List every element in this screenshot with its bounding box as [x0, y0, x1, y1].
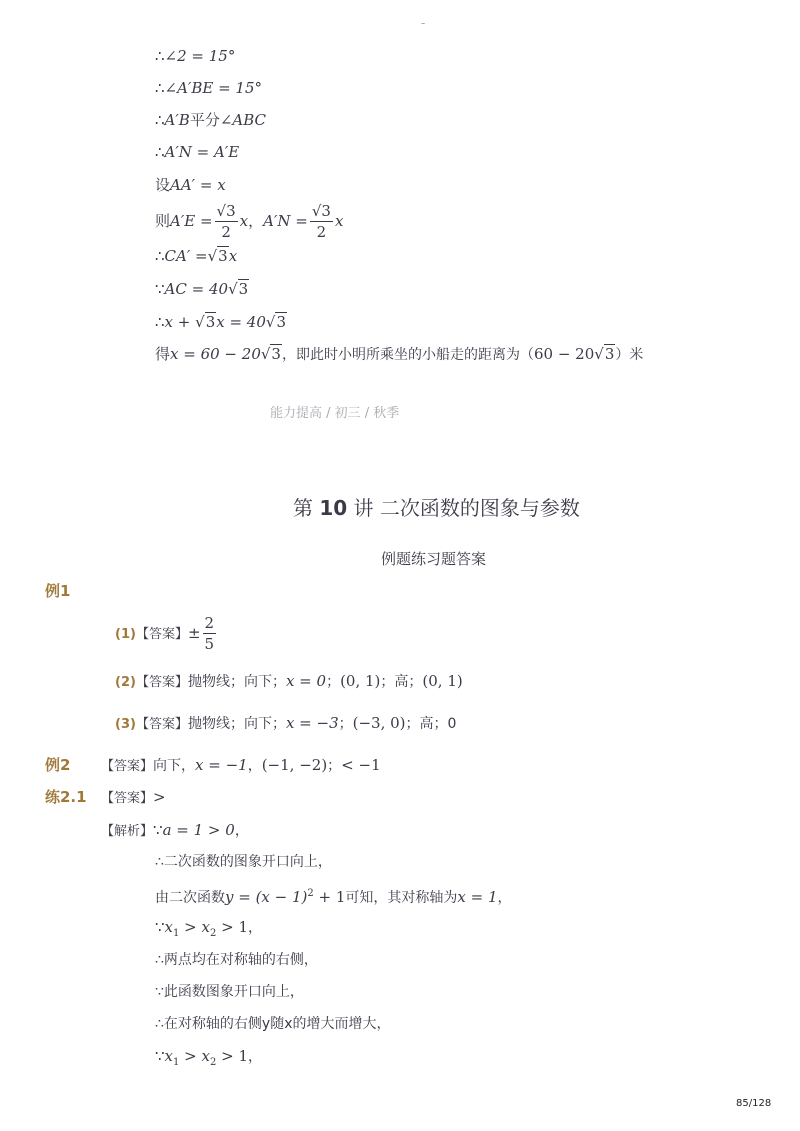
therefore-symbol: ∴ — [155, 247, 165, 265]
therefore-symbol: ∴ — [155, 952, 164, 968]
chapter-number: 10 — [319, 496, 348, 520]
math-expr: (0, 1) — [422, 672, 463, 690]
text: ， — [247, 758, 262, 774]
analysis-step-4 — [155, 950, 318, 970]
math-expr: > 1 — [216, 1047, 248, 1065]
answer-tag: 【答案】 — [135, 675, 188, 690]
math-expr: ∠A′BE = 15° — [164, 79, 263, 97]
example-1-label: 例1 — [45, 582, 71, 600]
text: 则 — [155, 212, 171, 230]
fraction-denominator: 2 — [221, 223, 231, 241]
math-expr: y = (x − 1) — [225, 888, 308, 906]
subscript: 1 — [173, 928, 180, 939]
math-expr: (0, 1) — [340, 672, 381, 690]
subscript: 2 — [209, 928, 217, 939]
fraction-numerator: √3 — [216, 202, 236, 220]
radicand: 3 — [604, 345, 615, 363]
proof-line-4 — [155, 142, 239, 162]
therefore-symbol: ∴ — [155, 143, 165, 161]
fraction — [215, 201, 238, 242]
proof-line-2 — [155, 78, 262, 98]
because-symbol: ∵ — [155, 918, 165, 936]
fraction — [310, 201, 333, 242]
math-expr: A′N = — [263, 212, 308, 230]
math-expr: AA′ = x — [170, 176, 226, 194]
sqrt: √3 — [207, 247, 228, 265]
math-expr: x = −1 — [195, 756, 248, 774]
chapter-title — [293, 492, 580, 521]
proof-line-5 — [155, 175, 226, 195]
text: ； — [327, 758, 342, 774]
text: 得 — [155, 345, 171, 363]
analysis-step-1 — [155, 852, 332, 872]
text: 二次函数的图象开口向上， — [163, 854, 332, 870]
proof-line-1 — [155, 46, 235, 66]
therefore-symbol: ∴ — [155, 111, 165, 129]
text: 抛物线；向下； — [187, 674, 286, 690]
answer-tag: 【答案】 — [101, 759, 154, 774]
text: ）米 — [615, 347, 644, 363]
math-var: x — [164, 918, 174, 936]
answer-tag: 【答案】 — [135, 627, 188, 642]
analysis-step-5 — [155, 982, 304, 1002]
answer-tag: 【答案】 — [135, 717, 188, 732]
fraction-denominator: 2 — [316, 223, 327, 241]
text: ；高； — [380, 674, 423, 690]
math-expr: x + — [164, 313, 196, 331]
text: ； — [338, 716, 353, 732]
text: 平分 — [189, 111, 220, 129]
example-1-part-3 — [115, 713, 456, 735]
math-expr: A′N = A′E — [164, 143, 240, 161]
math-var: x — [334, 212, 344, 230]
radicand: 3 — [205, 313, 216, 331]
practice-2-1 — [45, 787, 166, 809]
because-symbol: ∵ — [153, 821, 163, 839]
math-expr: a = 1 > 0 — [162, 821, 235, 839]
math-expr: > 1 — [216, 918, 248, 936]
analysis-step-6 — [155, 1014, 391, 1034]
example-1-part-2 — [115, 671, 463, 693]
therefore-symbol: ∴ — [155, 854, 164, 870]
math-expr: A′E = — [170, 212, 213, 230]
plus-minus: ± — [187, 624, 201, 642]
text: ， — [234, 823, 249, 839]
part-tag: (2) — [115, 675, 136, 690]
math-expr: AC = 40 — [164, 280, 229, 298]
exponent: 2 — [307, 888, 314, 899]
fraction-numerator: 2 — [204, 614, 215, 632]
math-expr: x = 60 − 20 — [170, 345, 261, 363]
fraction — [203, 613, 217, 654]
math-expr: + 1 — [313, 888, 346, 906]
radicand: 3 — [276, 313, 286, 331]
math-expr: ∠ABC — [219, 111, 267, 129]
sqrt: √3 — [594, 345, 615, 363]
text: ； — [326, 674, 341, 690]
text: 抛物线；向下； — [187, 716, 286, 732]
proof-line-3 — [155, 110, 266, 130]
radicand: 3 — [218, 247, 228, 265]
fraction-numerator: √3 — [311, 202, 331, 220]
radicand: 3 — [238, 280, 249, 298]
text: 可知，其对称轴为 — [345, 890, 458, 906]
text: 在对称轴的右侧y随x的增大而增大， — [163, 1016, 391, 1032]
text: ， — [248, 1049, 262, 1065]
text: 此函数图象开口向上， — [163, 984, 304, 1000]
text: ；高；0 — [405, 716, 457, 732]
subscript: 1 — [173, 1057, 180, 1068]
math-expr: 60 − 20 — [533, 345, 595, 363]
math-expr: A′B — [164, 111, 190, 129]
math-op: > — [179, 1047, 202, 1065]
proof-line-9 — [155, 312, 287, 332]
sqrt: √3 — [260, 345, 281, 363]
analysis-tag: 【解析】 — [101, 824, 154, 839]
analysis-step-7 — [155, 1046, 262, 1073]
math-expr: x = 40 — [216, 313, 266, 331]
math-expr: x = 1 — [457, 888, 498, 906]
footer-label: 能力提高 / 初三 / 秋季 — [270, 406, 400, 421]
math-expr: x = 0 — [285, 672, 327, 690]
therefore-symbol: ∴ — [155, 47, 165, 65]
math-expr: x = −3 — [285, 714, 339, 732]
because-symbol: ∵ — [155, 984, 164, 1000]
proof-line-10 — [155, 344, 643, 365]
math-var: x — [201, 1047, 210, 1065]
analysis-step-2 — [155, 884, 512, 908]
subscript: 2 — [209, 1057, 217, 1068]
math-expr: CA′ = — [164, 247, 208, 265]
example-2-label: 例2 — [45, 756, 71, 774]
math-expr: ∠2 = 15° — [164, 47, 236, 65]
sqrt: √3 — [265, 313, 286, 331]
math-var: x — [239, 212, 249, 230]
practice-label: 练2.1 — [45, 788, 87, 806]
math-expr: < −1 — [341, 756, 381, 774]
text: 设 — [155, 176, 171, 194]
chapter-prefix: 第 — [293, 496, 320, 520]
text: ， — [497, 890, 512, 906]
part-tag: (3) — [115, 717, 136, 732]
text: 由二次函数 — [155, 890, 225, 906]
math-var: x — [164, 1047, 174, 1065]
part-tag: (1) — [115, 627, 136, 642]
therefore-symbol: ∴ — [155, 313, 165, 331]
top-dash: - — [421, 16, 426, 30]
because-symbol: ∵ — [155, 280, 165, 298]
math-expr: (−1, −2) — [261, 756, 328, 774]
text: ，即此时小明所乘坐的小船走的距离为（ — [281, 347, 534, 363]
fraction-denominator: 5 — [204, 635, 215, 653]
page-number: 85/128 — [736, 1098, 772, 1109]
analysis-line — [101, 820, 249, 842]
text: ， — [248, 920, 262, 936]
proof-line-7 — [155, 246, 237, 266]
section-title: 例题练习题答案 — [381, 550, 487, 568]
example-1-part-1 — [115, 613, 218, 654]
text: 向下， — [153, 758, 196, 774]
chapter-suffix: 讲 二次函数的图象与参数 — [347, 496, 580, 520]
math-expr: (−3, 0) — [352, 714, 406, 732]
sqrt: √3 — [195, 313, 216, 331]
therefore-symbol: ∴ — [155, 1016, 164, 1032]
sqrt: √3 — [228, 280, 249, 298]
because-symbol: ∵ — [155, 1047, 165, 1065]
proof-line-8 — [155, 279, 249, 299]
text: 两点均在对称轴的右侧， — [163, 952, 318, 968]
math-var: x — [201, 918, 210, 936]
radicand: 3 — [271, 345, 281, 363]
answer-value: > — [153, 788, 166, 806]
example-2 — [45, 755, 381, 777]
analysis-step-3 — [155, 917, 262, 944]
math-var: x — [228, 247, 238, 265]
answer-tag: 【答案】 — [101, 791, 154, 806]
math-op: > — [179, 918, 202, 936]
therefore-symbol: ∴ — [155, 79, 165, 97]
separator: ， — [248, 212, 264, 230]
proof-line-6 — [155, 201, 343, 242]
